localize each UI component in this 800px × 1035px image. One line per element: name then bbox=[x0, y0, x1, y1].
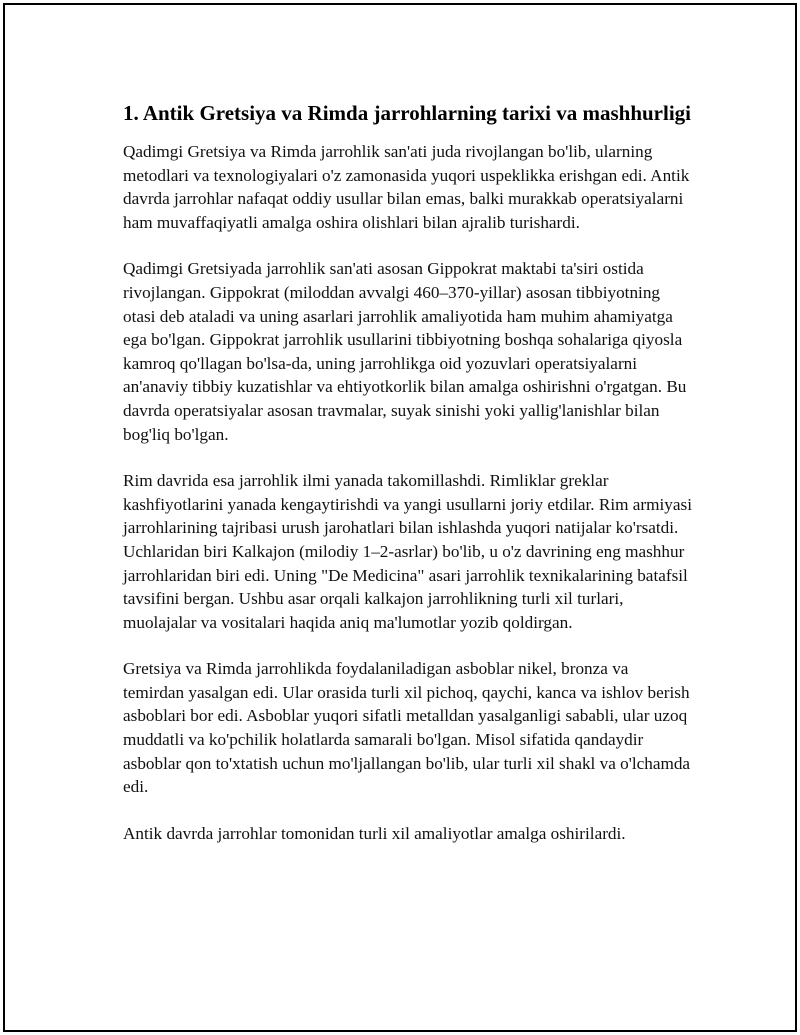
paragraph-2: Qadimgi Gretsiyada jarrohlik san'ati asosan Gippokrat maktabi ta'siri ostida rivojlangan. Gippokrat (miloddan avvalgi 460–370-yillar) asosan tibbiyotning otasi deb ataladi va uning asarlari jarrohlik amaliyotida ham muhim ahamiyatga ega bo'lgan. Gippokrat jarrohlik usullarini tibbiyotning boshqa sohalariga qiyosla kamroq qo'llagan bo'lsa-da, uning jarrohlikga oid yozuvlari operatsiyalarni an'anaviy tibbiy kuzatishlar va ehtiyotkorlik bilan amalga oshirishni o'rgatgan. Bu davrda operatsiyalar asosan travmalar, suyak sinishi yoki yallig'lanishlar bilan bog'liq bo'lgan. bbox=[123, 259, 687, 444]
section-heading: 1. Antik Gretsiya va Rimda jarrohlarning tarixi va mashhurligi bbox=[123, 101, 692, 125]
paragraph-5: Antik davrda jarrohlar tomonidan turli xil amaliyotlar amalga oshirilardi. bbox=[123, 823, 626, 843]
page-frame bbox=[3, 3, 797, 1032]
paragraph-3: Rim davrida esa jarrohlik ilmi yanada takomillashdi. Rimliklar greklar kashfiyotlarini yanada kengaytirishdi va yangi usullarni joriy etdilar. Rim armiyasi jarrohlarining tajribasi urush jarohatlari bilan ishlashda yuqori natijalar ko'rsatdi. Uchlaridan biri Kalkajon (milodiy 1–2-asrlar) bo'lib, u o'z davrining eng mashhur jarrohlaridan biri edi. Uning "De Medicina" asari jarrohlik texnikalarining batafsil tavsifini bergan. Ushbu asar orqali kalkajon jarrohlikning turli xil turlari, muolajalar va vositalari haqida aniq ma'lumotlar yozib qoldirgan. bbox=[123, 471, 692, 632]
paragraph-1: Qadimgi Gretsiya va Rimda jarrohlik san'ati juda rivojlangan bo'lib, ularning metodlari va texnologiyalari o'z zamonasida yuqori uspeklikka erishgan edi. Antik davrda jarrohlar nafaqat oddiy usullar bilan emas, balki murakkab operatsiyalarni ham muvaffaqiyatli amalga oshira olishlari bilan ajralib turishardi. bbox=[123, 142, 690, 232]
paragraph-4: Gretsiya va Rimda jarrohlikda foydalaniladigan asboblar nikel, bronza va temirdan yasalgan edi. Ular orasida turli xil pichoq, qaychi, kanca va ishlov berish asboblari bor edi. Asboblar yuqori sifatli metalldan yasalganligi sababli, ular uzoq muddatli va ko'pchilik holatlarda samarali bo'lgan. Misol sifatida qandaydir asboblar qon to'xtatish uchun mo'ljallangan bo'lib, ular turli xil shakl va o'lchamda edi. bbox=[123, 659, 691, 797]
document-body bbox=[123, 99, 693, 868]
